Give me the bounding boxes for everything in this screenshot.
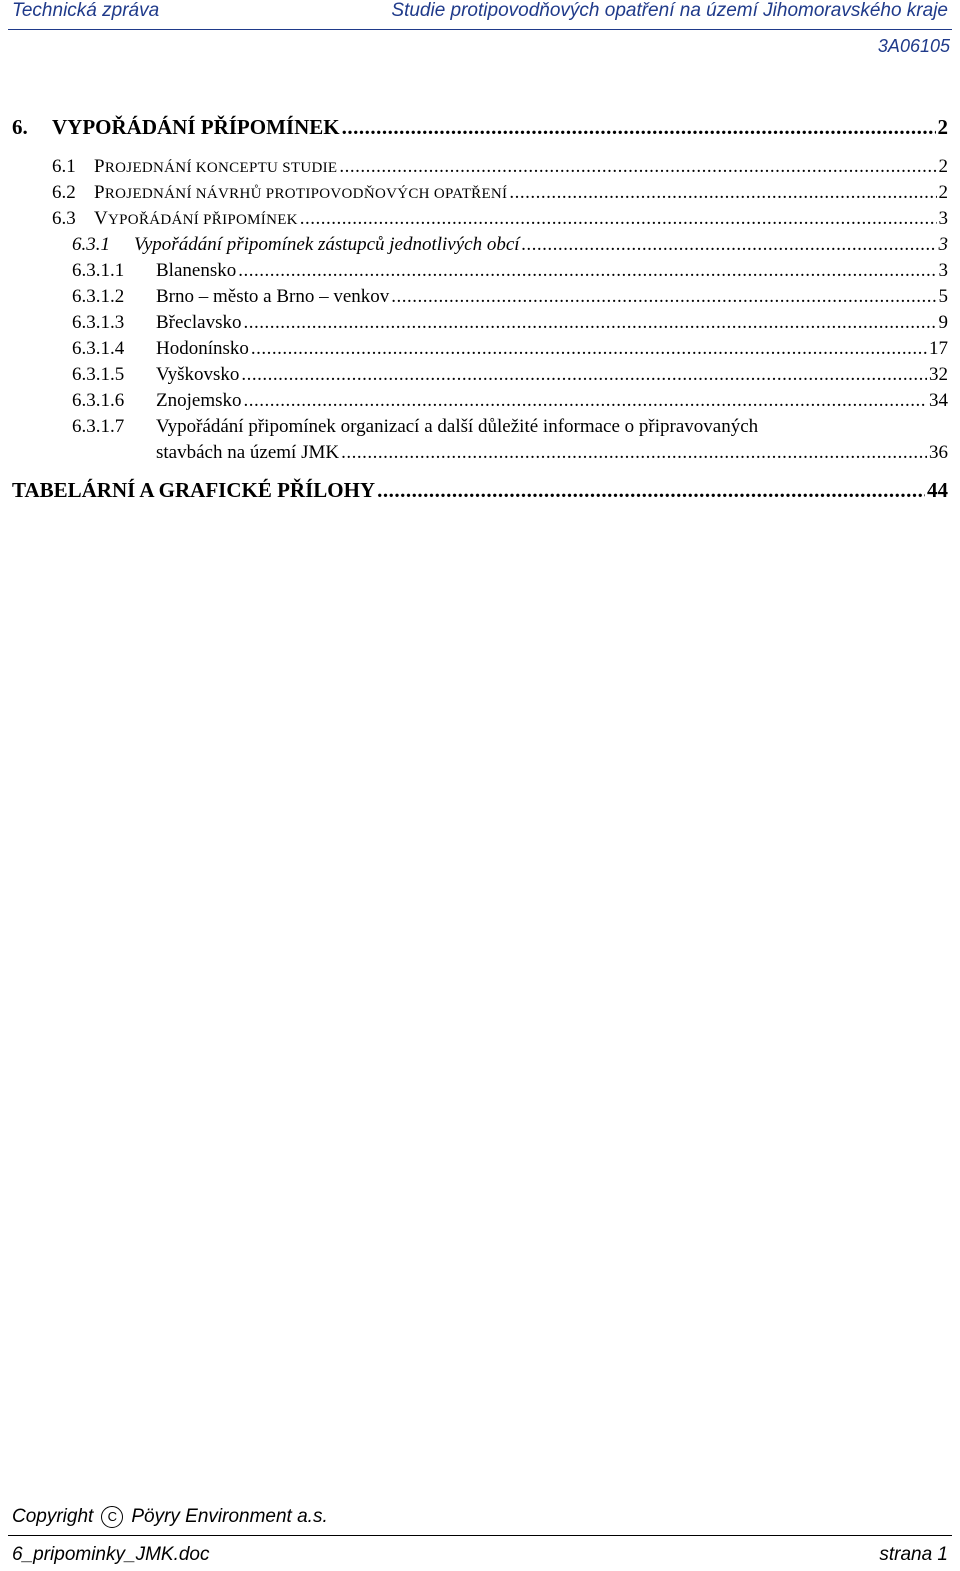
toc-entry-6-3-1-6[interactable] <box>72 390 948 412</box>
header-document-type: Technická zpráva <box>12 0 160 21</box>
toc-title: Vypořádání připomínek zástupců jednotlivých obcí <box>134 234 520 255</box>
toc-title: Znojemsko <box>156 390 242 411</box>
toc-page: 3 <box>938 260 948 281</box>
toc-entry-6-3[interactable] <box>52 208 948 230</box>
toc-entry-6-3-1-4[interactable] <box>72 338 948 360</box>
toc-leader <box>377 478 925 503</box>
toc-leader <box>241 364 927 386</box>
header-rule <box>8 29 952 30</box>
copyright-line <box>12 1506 328 1528</box>
toc-number: 6.3.1 <box>72 234 110 255</box>
company-name: Pöyry Environment a.s. <box>131 1506 328 1527</box>
toc-entry-6-3-1-5[interactable] <box>72 364 948 386</box>
toc-page: 34 <box>929 390 948 411</box>
toc-title: VYPOŘÁDÁNÍ PŘIPOMÍNEK <box>94 208 298 229</box>
toc-page: 17 <box>929 338 948 359</box>
copyright-label: Copyright <box>12 1506 94 1527</box>
toc-leader <box>522 234 937 256</box>
toc-page: 3 <box>938 234 948 255</box>
toc-page: 3 <box>938 208 948 229</box>
toc-leader <box>244 390 928 412</box>
toc-title: TABELÁRNÍ A GRAFICKÉ PŘÍLOHY <box>12 478 376 502</box>
toc-entry-appendices[interactable] <box>12 478 948 503</box>
toc-number: 6.3 <box>52 208 76 229</box>
toc-number: 6.3.1.2 <box>72 286 125 307</box>
toc-number: 6. <box>12 115 28 139</box>
toc-title: Břeclavsko <box>156 312 242 333</box>
toc-title: Blanensko <box>156 260 237 281</box>
toc-title: PROJEDNÁNÍ NÁVRHŮ PROTIPOVODŇOVÝCH OPATŘENÍ <box>94 182 508 203</box>
copyright-icon: C <box>101 1506 123 1528</box>
toc-page: 36 <box>929 442 948 463</box>
toc-leader <box>238 260 936 282</box>
toc-leader <box>509 182 936 204</box>
toc-number: 6.3.1.6 <box>72 390 125 411</box>
toc-page: 5 <box>938 286 948 307</box>
toc-page: 2 <box>938 182 948 203</box>
toc-title-line-2: stavbách na území JMK <box>156 442 340 463</box>
toc-leader <box>300 208 937 230</box>
toc-entry-6-3-1-7[interactable] <box>72 416 948 438</box>
toc-leader <box>243 312 936 334</box>
toc-number: 6.1 <box>52 156 76 177</box>
toc-entry-6-3-1-1[interactable] <box>72 260 948 282</box>
footer-rule <box>8 1535 952 1536</box>
footer-filename: 6_pripominky_JMK.doc <box>12 1544 210 1565</box>
toc-title: PROJEDNÁNÍ KONCEPTU STUDIE <box>94 156 338 177</box>
toc-entry-6-3-1[interactable] <box>72 234 948 256</box>
toc-entry-6-3-1-3[interactable] <box>72 312 948 334</box>
toc-entry-6-3-1-2[interactable] <box>72 286 948 308</box>
toc-title-line-1: Vypořádání připomínek organizací a další důležité informace o připravovaných <box>156 416 759 437</box>
toc-number: 6.3.1.3 <box>72 312 125 333</box>
toc-leader <box>342 115 936 140</box>
toc-number: 6.3.1.7 <box>72 416 125 437</box>
toc-number: 6.3.1.5 <box>72 364 125 385</box>
toc-number: 6.2 <box>52 182 76 203</box>
toc-page: 2 <box>937 115 948 139</box>
toc-entry-6[interactable] <box>12 115 948 140</box>
toc-leader <box>341 442 927 464</box>
toc-title: Vyškovsko <box>156 364 240 385</box>
toc-title: VYPOŘÁDÁNÍ PŘÍPOMÍNEK <box>52 115 340 139</box>
footer-page-number: strana 1 <box>879 1544 948 1565</box>
toc-page: 9 <box>938 312 948 333</box>
toc-leader <box>251 338 927 360</box>
toc-number: 6.3.1.4 <box>72 338 125 359</box>
toc-entry-6-2[interactable] <box>52 182 948 204</box>
toc-page: 2 <box>938 156 948 177</box>
toc-title: Brno – město a Brno – venkov <box>156 286 390 307</box>
toc-entry-6-1[interactable] <box>52 156 948 178</box>
header-study-title: Studie protipovodňových opatření na území Jihomoravského kraje <box>391 0 948 21</box>
page-header <box>0 0 960 64</box>
toc-page: 44 <box>927 478 948 502</box>
toc-entry-6-3-1-7-continued[interactable] <box>156 442 948 464</box>
toc-number: 6.3.1.1 <box>72 260 125 281</box>
toc-leader <box>339 156 936 178</box>
toc-leader <box>391 286 936 308</box>
toc-page: 32 <box>929 364 948 385</box>
toc-title: Hodonínsko <box>156 338 249 359</box>
header-project-code: 3A06105 <box>877 36 950 56</box>
